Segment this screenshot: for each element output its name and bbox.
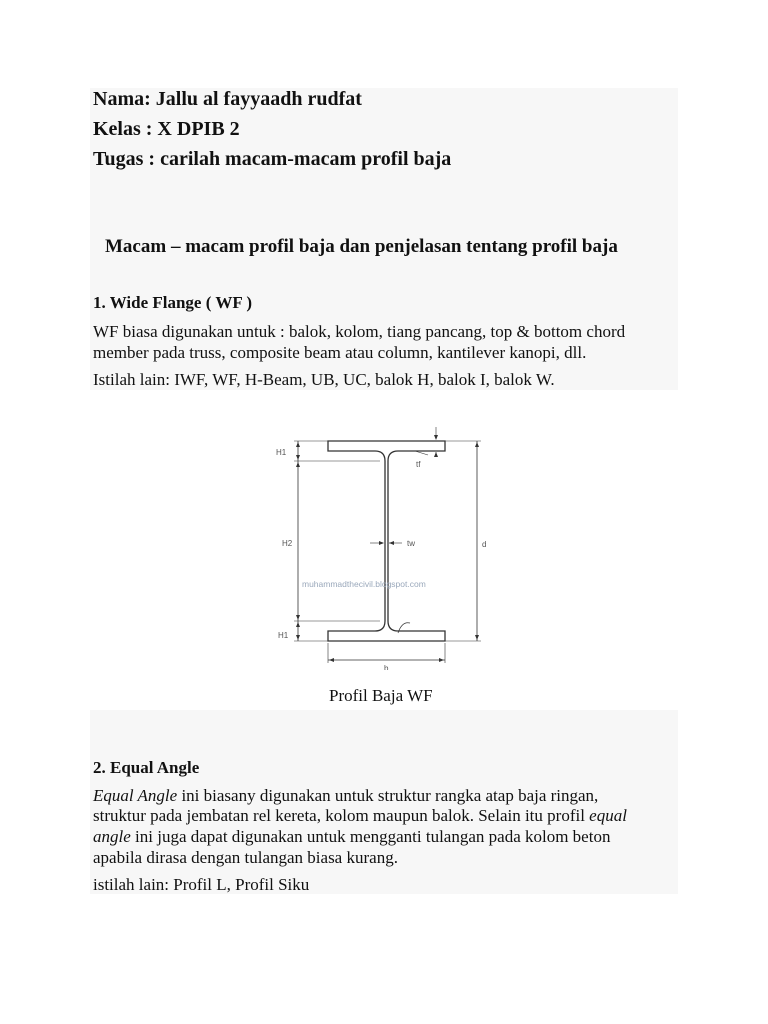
section-heading-equal-angle: 2. Equal Angle (93, 758, 200, 777)
assignment: Tugas : carilah macam-macam profil baja (93, 148, 452, 170)
equal-angle-line-3: angle ini juga dapat digunakan untuk mengganti tulangan pada kolom beton (93, 827, 611, 846)
i-beam-outline (328, 441, 445, 641)
label-h1-bottom: H1 (278, 631, 289, 640)
watermark-text: muhammadthecivil.blogspot.com (302, 579, 426, 589)
label-d: d (482, 540, 487, 549)
equal-angle-other-terms: istilah lain: Profil L, Profil Siku (93, 875, 310, 894)
student-name: Nama: Jallu al fayyaadh rudfat (93, 88, 362, 110)
equal-angle-line-4: apabila dirasa dengan tulangan biasa kurang. (93, 848, 398, 867)
page-title: Macam – macam profil baja dan penjelasan tentang profil baja (105, 236, 618, 257)
label-h2: H2 (282, 539, 293, 548)
wf-profile-diagram (270, 425, 500, 670)
equal-angle-line-2: struktur pada jembatan rel kereta, kolom maupun balok. Selain itu profil equal (93, 806, 627, 825)
equal-angle-line-1: Equal Angle ini biasany digunakan untuk struktur rangka atap baja ringan, (93, 786, 599, 805)
student-class: Kelas : X DPIB 2 (93, 118, 240, 140)
label-tf: tf (416, 460, 421, 469)
wf-description-line-1: WF biasa digunakan untuk : balok, kolom, tiang pancang, top & bottom chord (93, 322, 626, 341)
section-heading-wf: 1. Wide Flange ( WF ) (93, 293, 252, 312)
wf-description-line-2: member pada truss, composite beam atau column, kantilever kanopi, dll. (93, 343, 587, 362)
label-b: b (384, 664, 389, 670)
wf-other-terms: Istilah lain: IWF, WF, H-Beam, UB, UC, balok H, balok I, balok W. (93, 370, 555, 389)
label-tw: tw (407, 539, 415, 548)
figure-caption: Profil Baja WF (329, 686, 433, 705)
label-h1-top: H1 (276, 448, 287, 457)
